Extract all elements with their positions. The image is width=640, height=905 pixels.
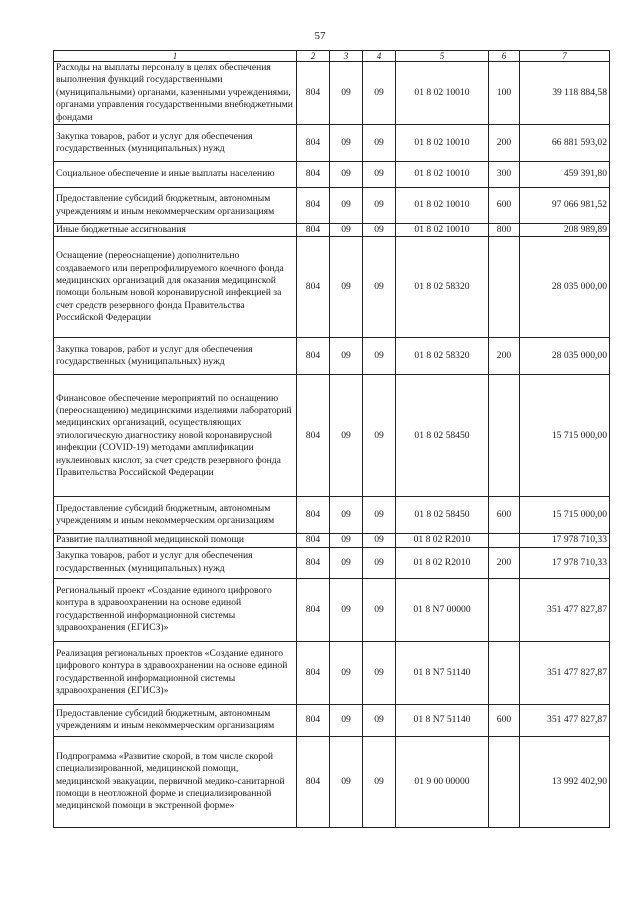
amount: 28 035 000,00 — [520, 237, 610, 338]
expense-type-code: 200 — [489, 125, 520, 162]
target-article-code: 01 8 N7 51140 — [396, 704, 489, 736]
grbs-code: 804 — [297, 237, 330, 338]
table-row — [54, 237, 610, 338]
grbs-code: 804 — [297, 62, 330, 125]
row-name: Закупка товаров, работ и услуг для обеспечения государственных (муниципальных) нужд — [54, 547, 297, 578]
amount: 39 118 884,58 — [520, 62, 610, 125]
table-row — [54, 375, 610, 497]
column-number: 2 — [297, 51, 330, 62]
table-row — [54, 224, 610, 237]
expense-type-code: 800 — [489, 224, 520, 237]
amount: 97 066 981,52 — [520, 188, 610, 224]
section-code: 09 — [330, 338, 363, 375]
expense-type-code — [489, 237, 520, 338]
amount: 351 477 827,87 — [520, 704, 610, 736]
target-article-code: 01 8 02 58320 — [396, 237, 489, 338]
amount: 459 391,80 — [520, 162, 610, 188]
row-name: Социальное обеспечение и иные выплаты населению — [54, 162, 297, 188]
subsection-code: 09 — [363, 224, 396, 237]
column-number: 7 — [520, 51, 610, 62]
grbs-code: 804 — [297, 224, 330, 237]
subsection-code: 09 — [363, 375, 396, 497]
grbs-code: 804 — [297, 125, 330, 162]
grbs-code: 804 — [297, 534, 330, 547]
column-number-row — [54, 51, 610, 62]
section-code: 09 — [330, 125, 363, 162]
subsection-code: 09 — [363, 641, 396, 704]
expense-type-code: 200 — [489, 338, 520, 375]
row-name: Предоставление субсидий бюджетным, автономным учреждениям и иным некоммерческим организациям — [54, 704, 297, 736]
column-number: 1 — [54, 51, 297, 62]
table-row — [54, 736, 610, 827]
table-row — [54, 125, 610, 162]
amount: 351 477 827,87 — [520, 578, 610, 641]
section-code: 09 — [330, 497, 363, 534]
expense-type-code: 300 — [489, 162, 520, 188]
subsection-code: 09 — [363, 237, 396, 338]
column-number: 4 — [363, 51, 396, 62]
section-code: 09 — [330, 188, 363, 224]
section-code: 09 — [330, 224, 363, 237]
column-number: 3 — [330, 51, 363, 62]
row-name: Финансовое обеспечение мероприятий по оснащению (переоснащению) медицинскими изделиями лабораторий медицинских организаций, осуществляющих этиологическую диагностику новой коронавирусной инфекции (COVID-19) методами амплификации нуклеиновых кислот, за счет средств резервного фонда Правительства Российской Федерации — [54, 375, 297, 497]
table-row — [54, 62, 610, 125]
table-row — [54, 162, 610, 188]
subsection-code: 09 — [363, 162, 396, 188]
expense-type-code — [489, 578, 520, 641]
grbs-code: 804 — [297, 338, 330, 375]
budget-table — [53, 50, 610, 828]
target-article-code: 01 8 02 58450 — [396, 375, 489, 497]
grbs-code: 804 — [297, 188, 330, 224]
amount: 17 978 710,33 — [520, 547, 610, 578]
section-code: 09 — [330, 578, 363, 641]
table-row — [54, 497, 610, 534]
target-article-code: 01 8 02 10010 — [396, 125, 489, 162]
amount: 17 978 710,33 — [520, 534, 610, 547]
row-name: Иные бюджетные ассигнования — [54, 224, 297, 237]
grbs-code: 804 — [297, 736, 330, 827]
column-number: 5 — [396, 51, 489, 62]
target-article-code: 01 8 N7 51140 — [396, 641, 489, 704]
amount: 28 035 000,00 — [520, 338, 610, 375]
subsection-code: 09 — [363, 188, 396, 224]
table-row — [54, 547, 610, 578]
section-code: 09 — [330, 547, 363, 578]
target-article-code: 01 8 02 58450 — [396, 497, 489, 534]
subsection-code: 09 — [363, 62, 396, 125]
grbs-code: 804 — [297, 704, 330, 736]
table-row — [54, 578, 610, 641]
subsection-code: 09 — [363, 497, 396, 534]
section-code: 09 — [330, 704, 363, 736]
subsection-code: 09 — [363, 547, 396, 578]
target-article-code: 01 8 02 10010 — [396, 162, 489, 188]
expense-type-code: 600 — [489, 188, 520, 224]
amount: 66 881 593,02 — [520, 125, 610, 162]
row-name: Региональный проект «Создание единого цифрового контура в здравоохранении на основе единой государственной информационной системы здравоохранения (ЕГИСЗ)» — [54, 578, 297, 641]
table-row — [54, 704, 610, 736]
target-article-code: 01 9 00 00000 — [396, 736, 489, 827]
amount: 15 715 000,00 — [520, 375, 610, 497]
target-article-code: 01 8 02 R2010 — [396, 534, 489, 547]
expense-type-code — [489, 736, 520, 827]
section-code: 09 — [330, 375, 363, 497]
target-article-code: 01 8 02 58320 — [396, 338, 489, 375]
page-number: 57 — [314, 30, 326, 42]
target-article-code: 01 8 02 10010 — [396, 188, 489, 224]
grbs-code: 804 — [297, 162, 330, 188]
table-row — [54, 641, 610, 704]
subsection-code: 09 — [363, 338, 396, 375]
target-article-code: 01 8 02 R2010 — [396, 547, 489, 578]
section-code: 09 — [330, 162, 363, 188]
target-article-code: 01 8 N7 00000 — [396, 578, 489, 641]
section-code: 09 — [330, 237, 363, 338]
expense-type-code: 200 — [489, 547, 520, 578]
row-name: Оснащение (переоснащение) дополнительно создаваемого или перепрофилируемого коечного фонда медицинских организаций для оказания медицинской помощи больным новой коронавирусной инфекцией за счет средств резервного фонда Правительства Российской Федерации — [54, 237, 297, 338]
table-row — [54, 534, 610, 547]
section-code: 09 — [330, 736, 363, 827]
target-article-code: 01 8 02 10010 — [396, 62, 489, 125]
row-name: Расходы на выплаты персоналу в целях обеспечения выполнения функций государственными (муниципальными) органами, казенными учреждениями, органами управления государственными внебюджетными фондами — [54, 62, 297, 125]
row-name: Подпрограмма «Развитие скорой, в том числе скорой специализированной, медицинской помощи, медицинской эвакуации, первичной медико-санитарной помощи в неотложной форме и специализированной медицинской помощи в экстренной форме» — [54, 736, 297, 827]
expense-type-code: 600 — [489, 704, 520, 736]
grbs-code: 804 — [297, 578, 330, 641]
amount: 15 715 000,00 — [520, 497, 610, 534]
expense-type-code — [489, 534, 520, 547]
subsection-code: 09 — [363, 578, 396, 641]
row-name: Закупка товаров, работ и услуг для обеспечения государственных (муниципальных) нужд — [54, 125, 297, 162]
subsection-code: 09 — [363, 736, 396, 827]
row-name: Реализация региональных проектов «Создание единого цифрового контура в здравоохранении на основе единой государственной информационной системы здравоохранения (ЕГИСЗ)» — [54, 641, 297, 704]
grbs-code: 804 — [297, 375, 330, 497]
grbs-code: 804 — [297, 547, 330, 578]
amount: 351 477 827,87 — [520, 641, 610, 704]
expense-type-code — [489, 641, 520, 704]
section-code: 09 — [330, 62, 363, 125]
column-number: 6 — [489, 51, 520, 62]
section-code: 09 — [330, 641, 363, 704]
subsection-code: 09 — [363, 534, 396, 547]
expense-type-code — [489, 375, 520, 497]
table-row — [54, 188, 610, 224]
row-name: Предоставление субсидий бюджетным, автономным учреждениям и иным некоммерческим организациям — [54, 188, 297, 224]
subsection-code: 09 — [363, 125, 396, 162]
expense-type-code: 100 — [489, 62, 520, 125]
subsection-code: 09 — [363, 704, 396, 736]
row-name: Закупка товаров, работ и услуг для обеспечения государственных (муниципальных) нужд — [54, 338, 297, 375]
grbs-code: 804 — [297, 641, 330, 704]
grbs-code: 804 — [297, 497, 330, 534]
row-name: Развитие паллиативной медицинской помощи — [54, 534, 297, 547]
expense-type-code: 600 — [489, 497, 520, 534]
row-name: Предоставление субсидий бюджетным, автономным учреждениям и иным некоммерческим организациям — [54, 497, 297, 534]
section-code: 09 — [330, 534, 363, 547]
amount: 208 989,89 — [520, 224, 610, 237]
amount: 13 992 402,90 — [520, 736, 610, 827]
target-article-code: 01 8 02 10010 — [396, 224, 489, 237]
table-row — [54, 338, 610, 375]
